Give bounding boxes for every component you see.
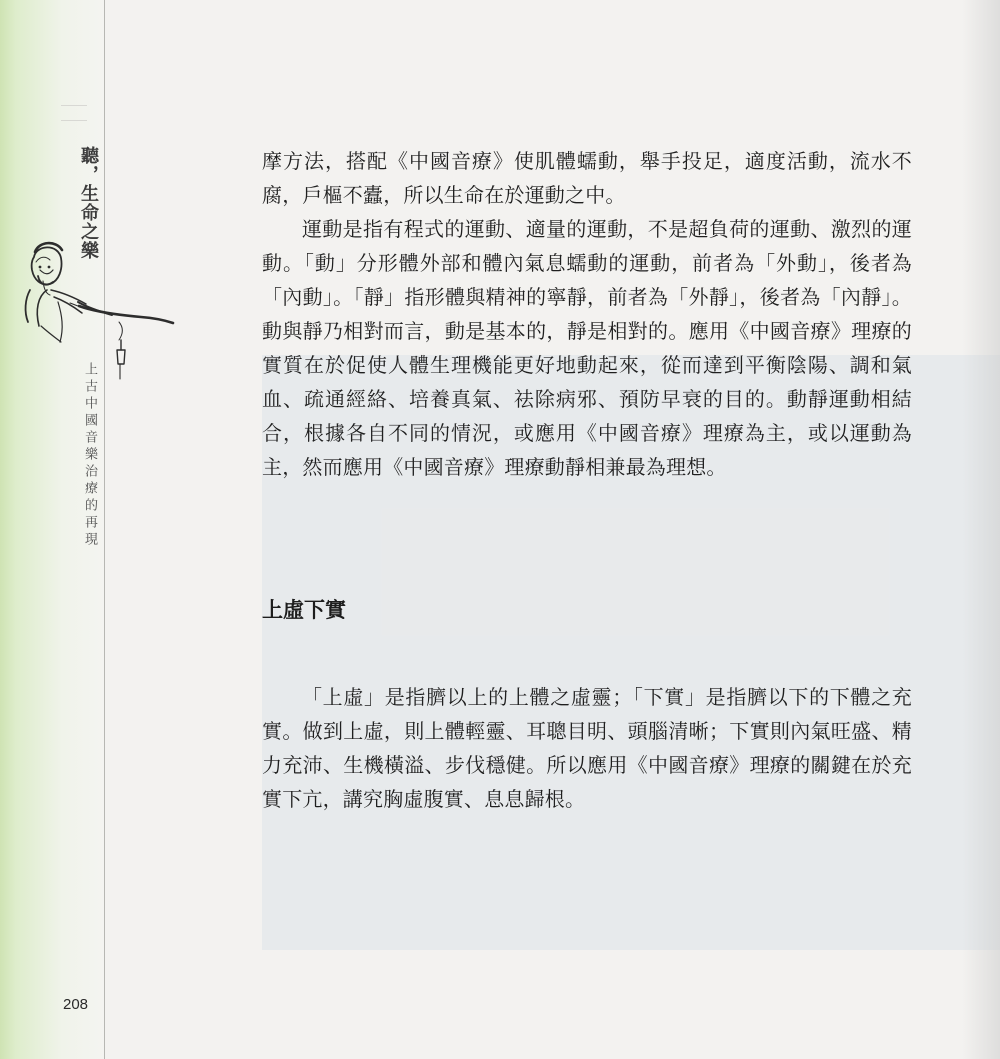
flute-player-illustration-icon: [16, 236, 186, 386]
page-edge-shadow: [962, 0, 1000, 1059]
main-text-column: [262, 144, 912, 484]
body-paragraph-1: 摩方法，搭配《中國音療》使肌體蠕動，舉手投足，適度活動，流水不腐，戶樞不蠹，所以生命在於運動之中。: [262, 149, 912, 207]
sidebar-divider: [104, 0, 105, 1059]
sidebar-ornament: [61, 105, 87, 121]
chapter-title: 上古中國音樂治療的再現: [82, 362, 97, 549]
section-paragraph: 「上虛」是指臍以上的上體之虛靈；「下實」是指臍以下的下體之充實。做到上虛，則上體輕靈、耳聰目明、頭腦清晰；下實則內氣旺盛、精力充沛、生機橫溢、步伐穩健。所以應用《中國音療》理療的關鍵在於充實下亢，講究胸虛腹實、息息歸根。: [262, 685, 912, 811]
series-title: 聽，生命之樂: [78, 146, 99, 260]
body-paragraph-2: 運動是指有程式的運動、適量的運動，不是超負荷的運動、激烈的運動。「動」分形體外部和體內氣息蠕動的運動，前者為「外動」，後者為「內動」。「靜」指形體與精神的寧靜，前者為「外靜」，後者為「內靜」。動與靜乃相對而言，動是基本的，靜是相對的。應用《中國音療》理療的實質在於促使人體生理機能更好地動起來，從而達到平衡陰陽、調和氣血、疏通經絡、培養真氣、祛除病邪、預防早衰的目的。動靜運動相結合，根據各自不同的情況，或應用《中國音療》理療為主，或以運動為主，然而應用《中國音療》理療動靜相兼最為理想。: [262, 217, 912, 479]
section-heading: 上虛下實: [262, 598, 346, 622]
page-number: 208: [63, 996, 89, 1013]
